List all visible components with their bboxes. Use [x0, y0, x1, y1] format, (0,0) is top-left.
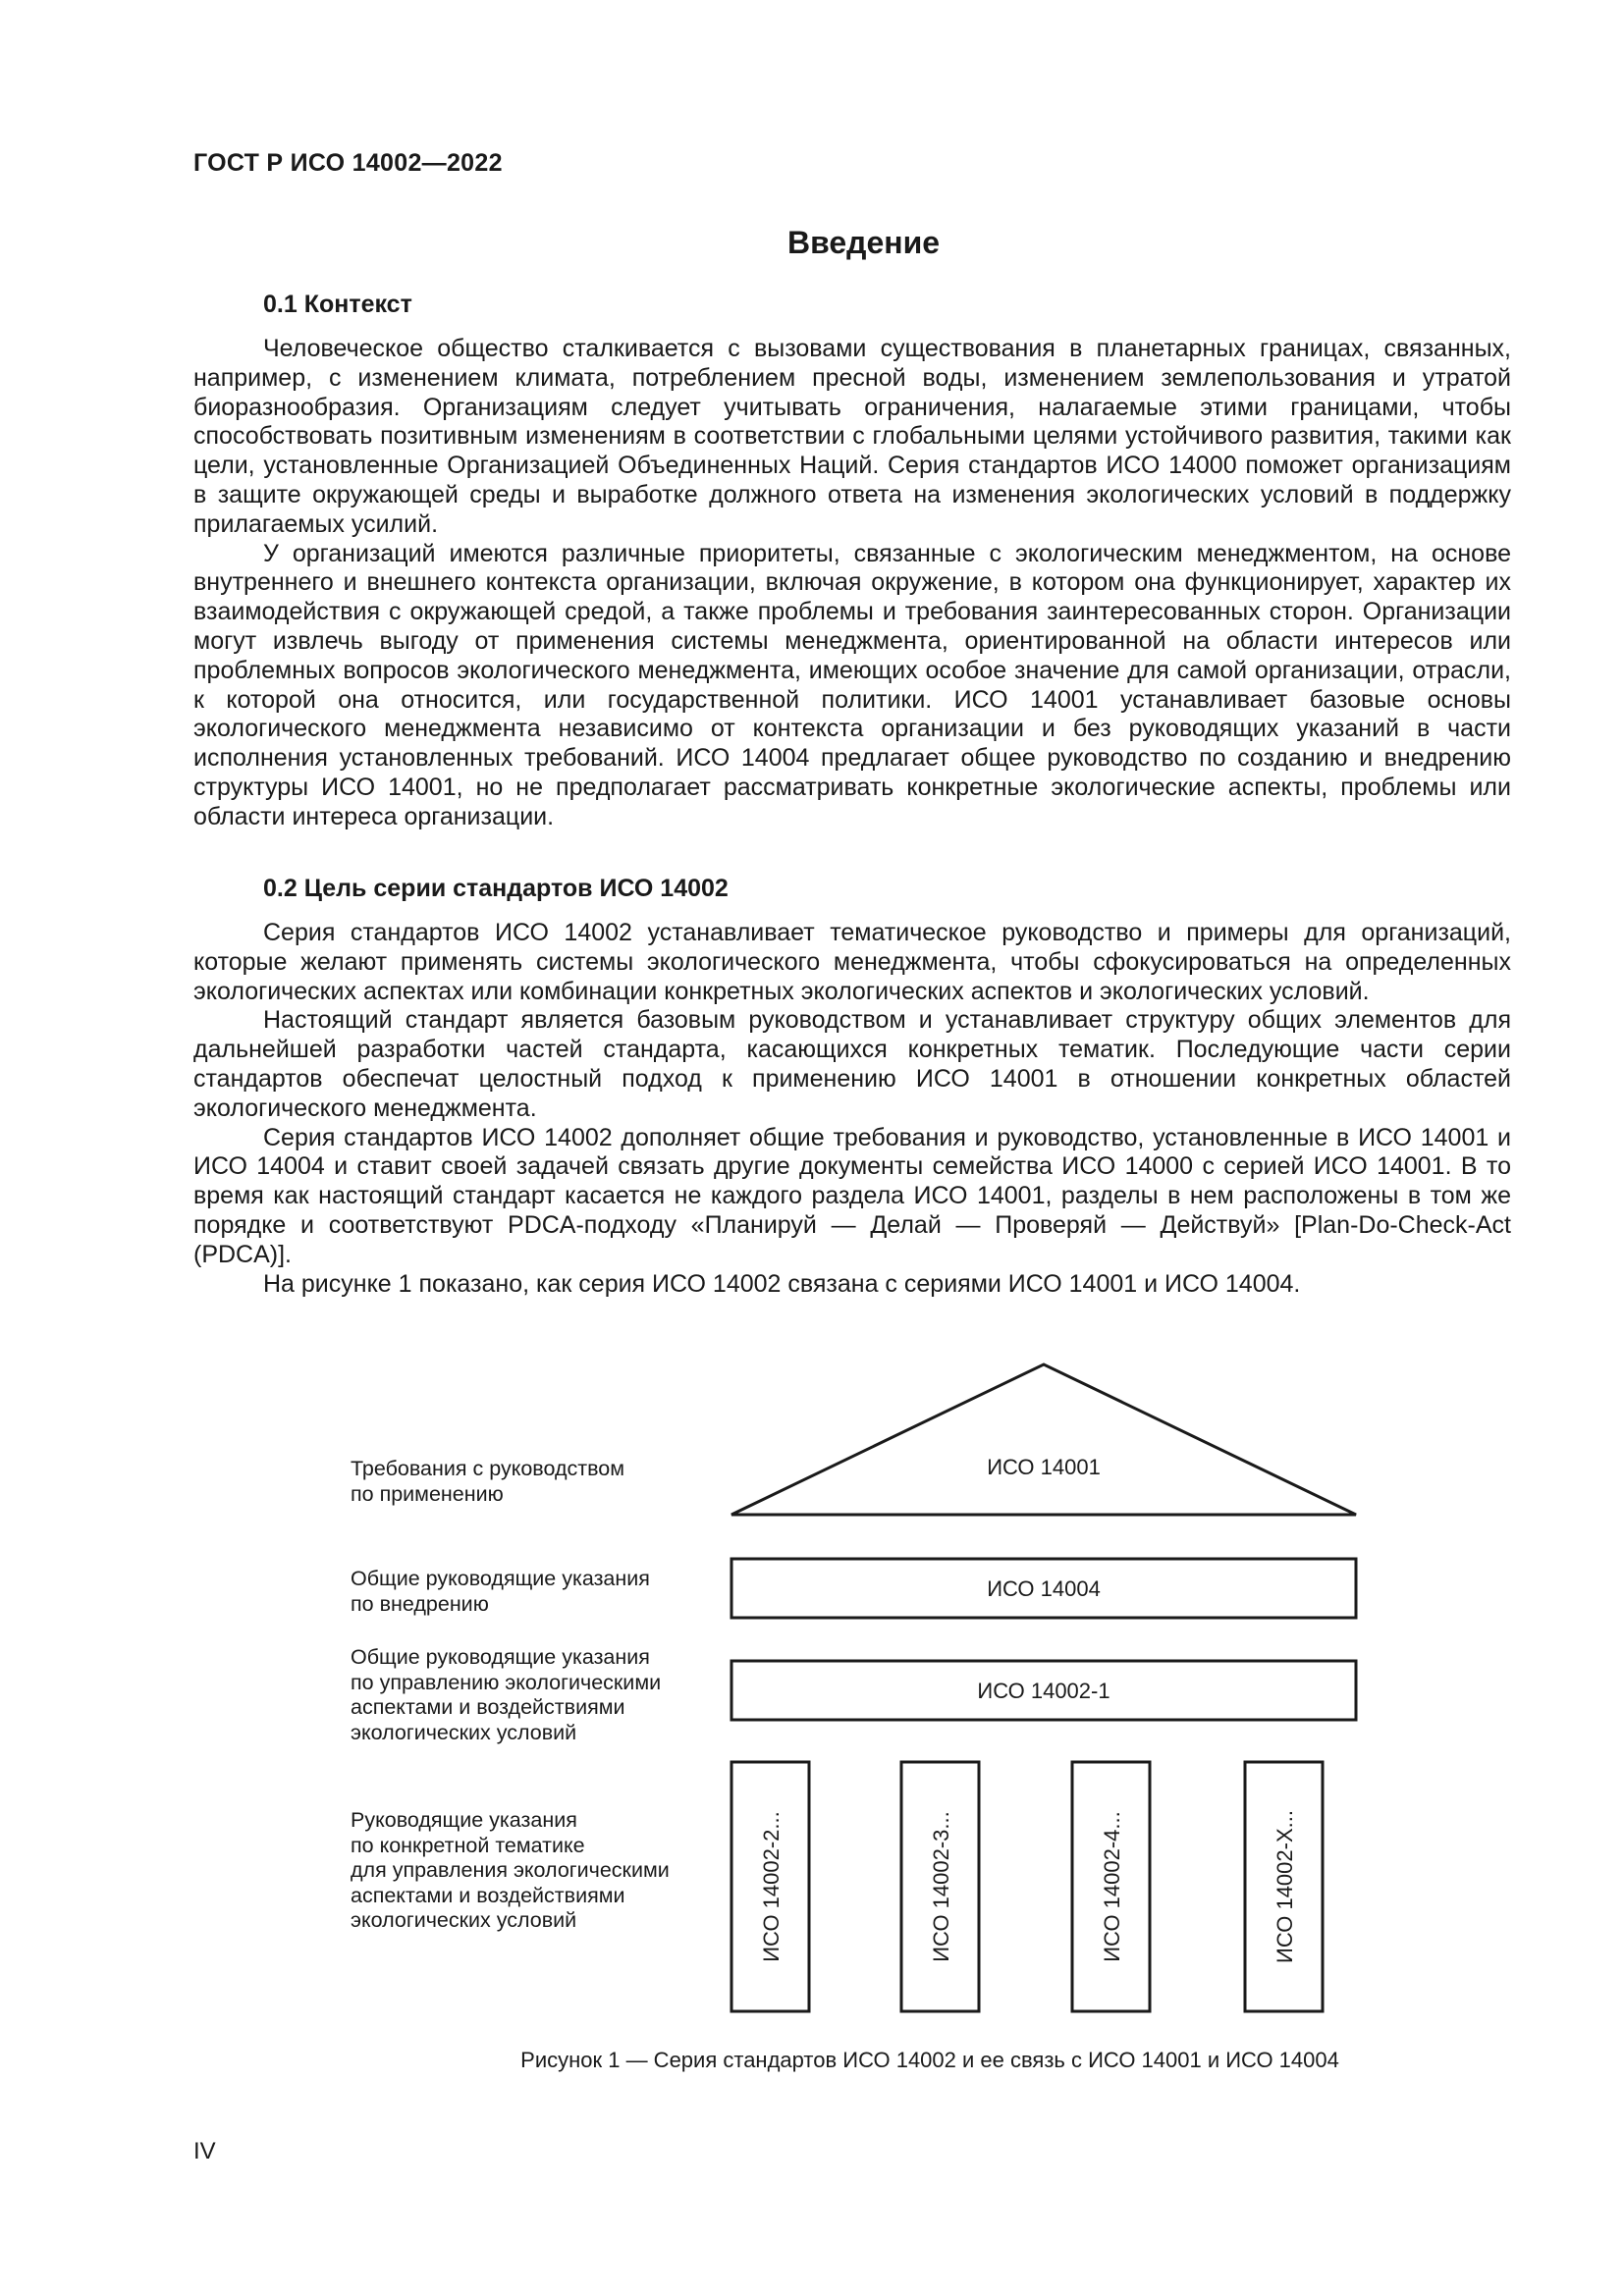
figure-label-topic-guidance: Руководящие указания по конкретной тематике для управления экологическими аспектами и воздействиями экологических условий — [351, 1808, 670, 1932]
figure-label-requirements: Требования с руководством по применению — [351, 1457, 625, 1506]
paragraph: Человеческое общество сталкивается с вызовами существования в планетарных границах, связанных, например, с изменением климата, потреблением пресной воды, изменением землепользования и утратой биоразнообразия. Организациям следует учитывать ограничения, налагаемые этими границами, чтобы способствовать позитивным изменениям в соответствии с глобальными целями устойчивого развития, такими как цели, установленные Организацией Объединенных Наций. Серия стандартов ИСО 14000 поможет организациям в защите окружающей среды и выработке должного ответа на изменения экологических условий в поддержку прилагаемых усилий. — [193, 335, 1511, 538]
paragraph: У организаций имеются различные приоритеты, связанные с экологическим менеджментом, на основе внутреннего и внешнего контекста организации, включая окружение, в котором она функционирует, характер их взаимодействия с окружающей средой, а также проблемы и требования заинтересованных сторон. Организации могут извлечь выгоду от применения системы менеджмента, ориентированной на области интересов или проблемных вопросов экологического менеджмента, имеющих особое значение для самой организации, отрасли, к которой она относится, или государственной политики. ИСО 14001 устанавливает базовые основы экологического менеджмента независимо от контекста организации и без руководящих указаний в части исполнения установленных требований. ИСО 14004 предлагает общее руководство по созданию и внедрению структуры ИСО 14001, но не предполагает рассматривать конкретные экологические аспекты, проблемы или области интереса организации. — [193, 539, 1511, 830]
paragraph: На рисунке 1 показано, как серия ИСО 14002 связана с сериями ИСО 14001 и ИСО 14004. — [263, 1269, 1301, 1298]
roof-label: ИСО 14001 — [987, 1455, 1101, 1479]
paragraph: Серия стандартов ИСО 14002 дополняет общие требования и руководство, установленные в ИСО 14001 и ИСО 14004 и ставит своей задачей связать другие документы семейства ИСО 14000 с серией ИСО 14001. В то время как настоящий стандарт касается не каждого раздела ИСО 14001, разделы в нем расположены в том же порядке и соответствуют PDCA-подходу «Планируй — Делай — Проверяй — Действуй» [Plan-Do-Check-Act (PDCA)]. — [193, 1123, 1511, 1268]
section-heading-purpose: 0.2 Цель серии стандартов ИСО 14002 — [263, 875, 729, 902]
roof-triangle — [731, 1364, 1356, 1515]
paragraph: Настоящий стандарт является базовым руководством и устанавливает структуру общих элементов для дальнейшей разработки частей стандарта, касающихся конкретных тематик. Последующие части серии стандартов обеспечат целостный подход к применению ИСО 14001 в отношении конкретных областей экологического менеджмента. — [193, 1006, 1511, 1122]
band-iso14002-1-label: ИСО 14002-1 — [977, 1679, 1110, 1703]
section-heading-context: 0.1 Контекст — [263, 291, 412, 318]
figure-label-general-guidance: Общие руководящие указания по управлению экологическими аспектами и воздействиями экологических условий — [351, 1645, 662, 1744]
page-number: IV — [193, 2138, 216, 2164]
figure-caption: Рисунок 1 — Серия стандартов ИСО 14002 и ее связь с ИСО 14001 и ИСО 14004 — [520, 2048, 1339, 2072]
pillar-label: ИСО 14002-3... — [929, 1811, 953, 1962]
figure-label-implementation: Общие руководящие указания по внедрению — [351, 1567, 650, 1616]
paragraph: Серия стандартов ИСО 14002 устанавливает тематическое руководство и примеры для организаций, которые желают применять системы экологического менеджмента, чтобы сфокусироваться на определенных экологических аспектах или комбинации конкретных экологических аспектов и экологических условий. — [193, 919, 1511, 1005]
pillar-label: ИСО 14002-X... — [1272, 1810, 1297, 1963]
page-title: Введение — [786, 225, 941, 260]
pillar-label: ИСО 14002-2... — [759, 1811, 784, 1962]
band-iso14004-label: ИСО 14004 — [987, 1576, 1101, 1601]
pillar-label: ИСО 14002-4... — [1100, 1811, 1124, 1962]
document-header: ГОСТ Р ИСО 14002—2022 — [193, 149, 503, 177]
